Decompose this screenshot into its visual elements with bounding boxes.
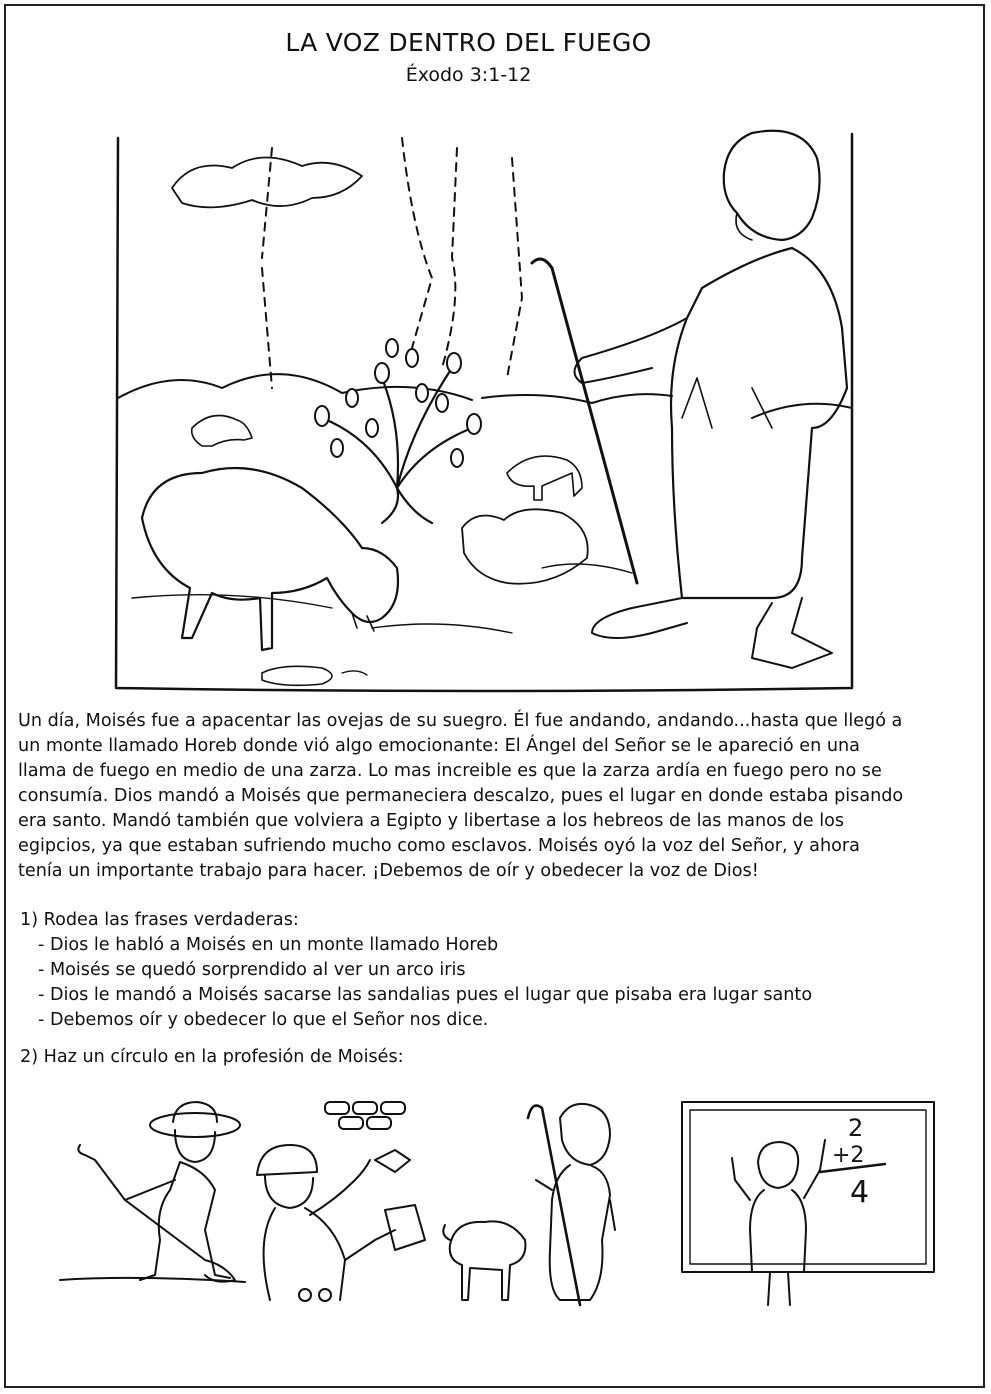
question-1-option[interactable]: - Moisés se quedó sorprendido al ver un arco iris	[38, 958, 970, 983]
farmer-icon[interactable]	[55, 1100, 255, 1290]
question-1-option[interactable]: - Dios le habló a Moisés en un monte llamado Horeb	[38, 933, 970, 958]
question-1-heading: 1) Rodea las frases verdaderas:	[20, 910, 299, 930]
board-text: +2	[832, 1143, 865, 1168]
question-1-option[interactable]: - Dios le mandó a Moisés sacarse las sandalias pues el lugar que pisaba era lugar santo	[38, 983, 970, 1008]
builder-icon[interactable]	[245, 1100, 445, 1310]
scripture-reference: Éxodo 3:1-12	[405, 64, 532, 86]
teacher-icon[interactable]	[680, 1100, 940, 1310]
board-text: 4	[850, 1175, 870, 1210]
story-line: consumía. Dios mandó a Moisés que permaneciera descalzo, pues el lugar en donde estaba pisando	[18, 786, 904, 806]
question-1-option[interactable]: - Debemos oír y obedecer lo que el Señor nos dice.	[38, 1008, 970, 1033]
story-line: llama de fuego en medio de una zarza. Lo mas increible es que la zarza ardía en fuego pero no se	[18, 761, 882, 781]
story-line: era santo. Mandó también que volviera a Egipto y libertase a los hebreos de las manos de los	[18, 811, 845, 831]
page-title: LA VOZ DENTRO DEL FUEGO	[285, 28, 652, 57]
shepherd-icon[interactable]	[440, 1100, 650, 1315]
story-line: Un día, Moisés fue a apacentar las ovejas de su suegro. Él fue andando, andando...hasta que llegó a	[18, 711, 903, 731]
moses-burning-bush-illustration	[112, 128, 855, 700]
story-text	[18, 709, 968, 884]
question-1-options	[20, 933, 970, 1033]
question-1	[20, 908, 970, 1033]
story-line: un monte llamado Horeb donde vió algo emocionante: El Ángel del Señor se le apareció en una	[18, 736, 860, 756]
story-line: egipcios, ya que estaban sufriendo mucho como esclavos. Moisés oyó la voz del Señor, y ahora	[18, 836, 860, 856]
board-text: 2	[848, 1114, 864, 1142]
question-2-heading: 2) Haz un círculo en la profesión de Moisés:	[20, 1047, 404, 1067]
story-line: tenía un importante trabajo para hacer. ¡Debemos de oír y obedecer la voz de Dios!	[18, 861, 759, 881]
